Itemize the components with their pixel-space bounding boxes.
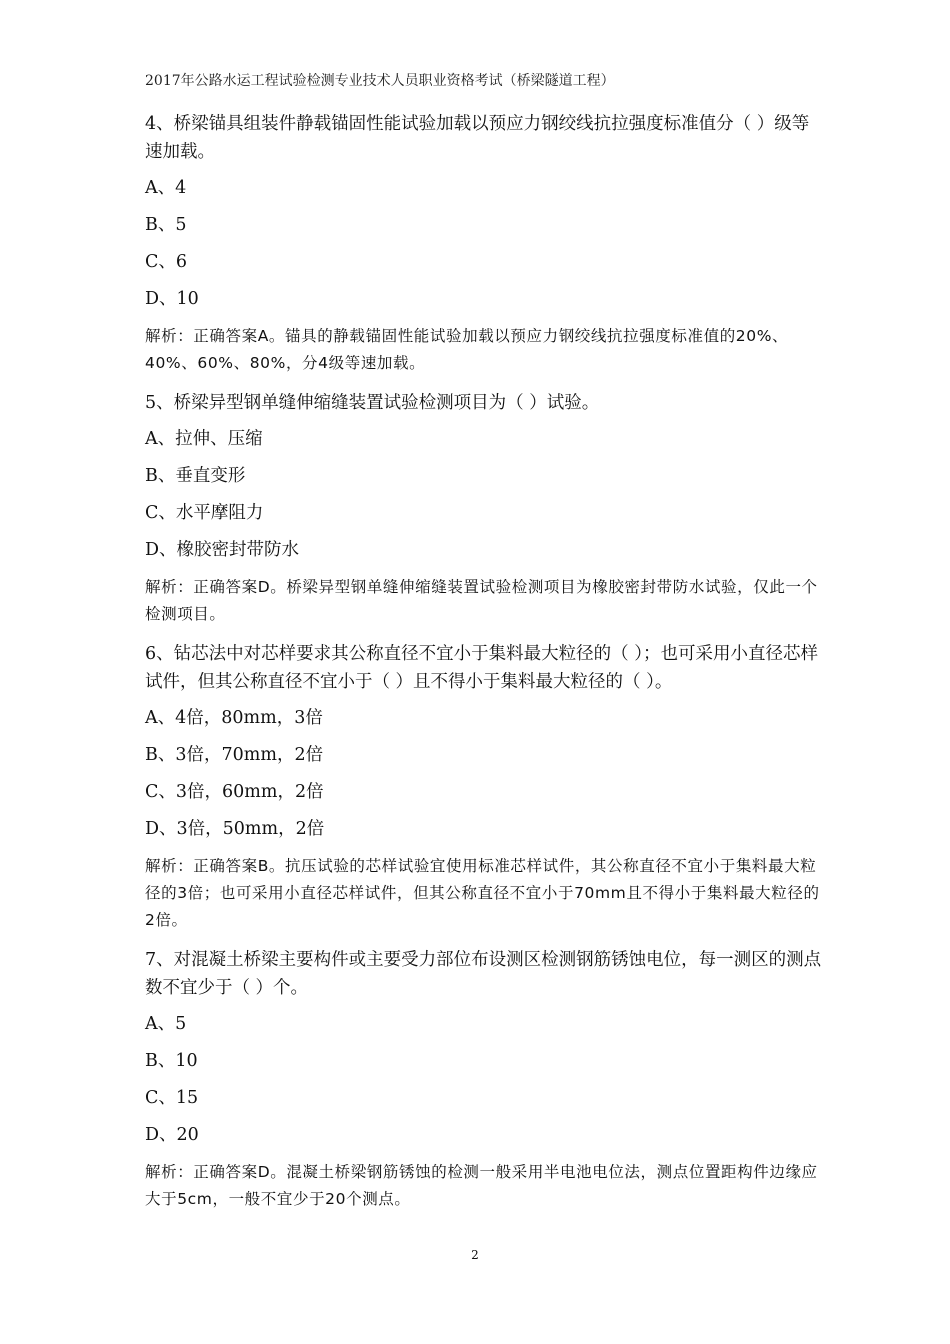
option-b: B、10 xyxy=(145,1051,198,1071)
option-a: A、5 xyxy=(145,1014,187,1034)
option-a: A、4倍，80mm，3倍 xyxy=(145,708,323,728)
option-b: B、3倍，70mm，2倍 xyxy=(145,745,324,765)
option-b: B、垂直变形 xyxy=(145,466,246,486)
page-number: 2 xyxy=(471,1248,479,1262)
question-stem: 6、钻芯法中对芯样要求其公称直径不宜小于集料最大粒径的（ ）；也可采用小直径芯样试件，但其公称直径不宜小于（ ）且不得小于集料最大粒径的（ ）。 xyxy=(145,644,818,692)
page-header: 2017年公路水运工程试验检测专业技术人员职业资格考试（桥梁隧道工程） xyxy=(145,73,615,89)
question-block xyxy=(145,110,825,377)
option-c: C、15 xyxy=(145,1088,199,1108)
option-d: D、20 xyxy=(145,1125,199,1145)
option-d: D、3倍，50mm，2倍 xyxy=(145,819,325,839)
option-b: B、5 xyxy=(145,215,187,235)
answer-analysis: 解析：正确答案B。抗压试验的芯样试验宜使用标准芯样试件，其公称直径不宜小于集料最大粒径的3倍；也可采用小直径芯样试件，但其公称直径不宜小于70mm且不得小于集料最大粒径的2倍。 xyxy=(145,857,820,929)
question-stem: 5、桥梁异型钢单缝伸缩缝装置试验检测项目为（ ）试验。 xyxy=(145,393,600,413)
option-a: A、4 xyxy=(145,178,187,198)
option-d: D、10 xyxy=(145,289,199,309)
question-list xyxy=(145,110,825,1225)
option-a: A、拉伸、压缩 xyxy=(145,429,263,449)
question-block xyxy=(145,640,825,934)
option-c: C、水平摩阻力 xyxy=(145,503,264,523)
answer-analysis: 解析：正确答案D。混凝土桥梁钢筋锈蚀的检测一般采用半电池电位法，测点位置距构件边缘应大于5cm，一般不宜少于20个测点。 xyxy=(145,1163,818,1208)
question-stem: 7、对混凝土桥梁主要构件或主要受力部位布设测区检测钢筋锈蚀电位，每一测区的测点数不宜少于（ ）个。 xyxy=(145,950,822,998)
option-d: D、橡胶密封带防水 xyxy=(145,540,300,560)
answer-analysis: 解析：正确答案A。锚具的静载锚固性能试验加载以预应力钢绞线抗拉强度标准值的20%、40%、60%、80%，分4级等速加载。 xyxy=(145,327,789,372)
option-c: C、3倍，60mm，2倍 xyxy=(145,782,324,802)
question-block xyxy=(145,389,825,628)
option-c: C、6 xyxy=(145,252,188,272)
question-block xyxy=(145,946,825,1213)
answer-analysis: 解析：正确答案D。桥梁异型钢单缝伸缩缝装置试验检测项目为橡胶密封带防水试验，仅此一个检测项目。 xyxy=(145,578,818,623)
question-stem: 4、桥梁锚具组装件静载锚固性能试验加载以预应力钢绞线抗拉强度标准值分（ ）级等速加载。 xyxy=(145,114,810,162)
